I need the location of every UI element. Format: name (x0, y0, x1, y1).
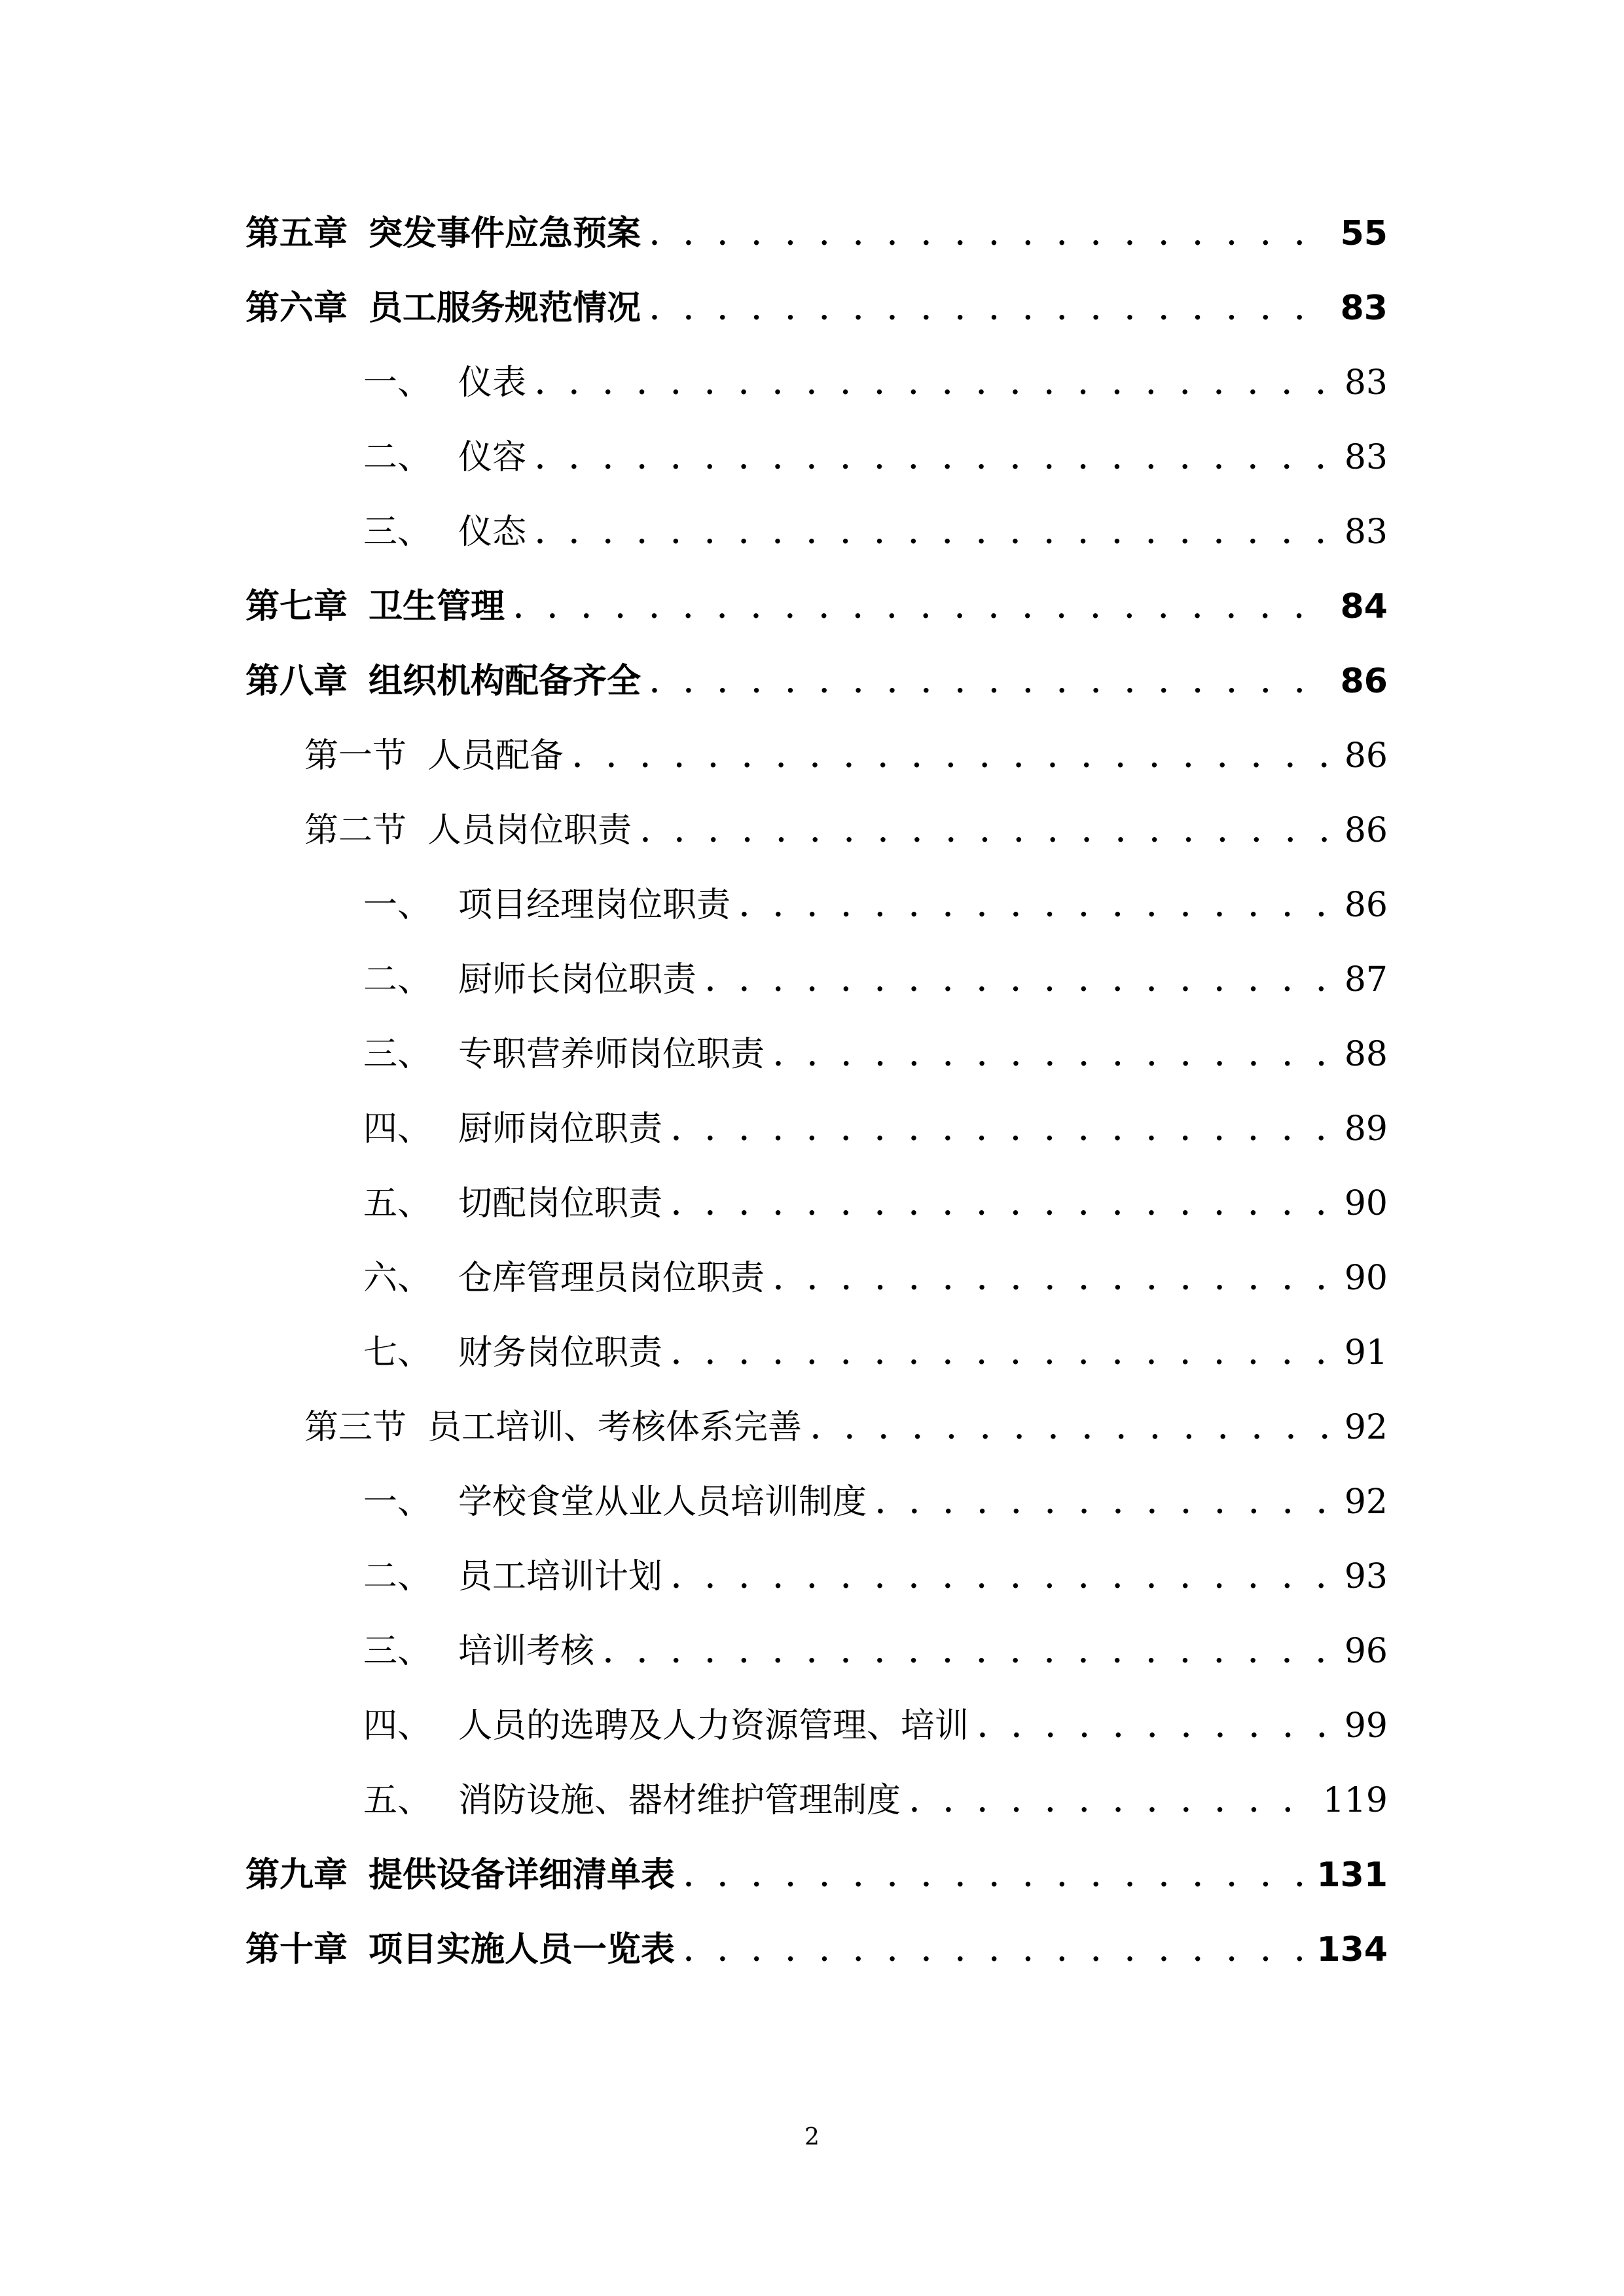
toc-entry-number: 七、 (363, 1333, 432, 1372)
toc-dot-leader (774, 1244, 1330, 1318)
toc-dot-leader (684, 1840, 1305, 1915)
toc-entry-number: 一、 (363, 363, 432, 403)
toc-entry-page: 96 (1344, 1632, 1388, 1671)
toc-entry-page: 119 (1322, 1781, 1388, 1820)
toc-entry-title: 学校食堂从业人员培训制度 (458, 1482, 867, 1522)
toc-entry[interactable] (245, 1316, 1388, 1390)
toc-entry-page: 83 (1344, 512, 1388, 552)
toc-entry-page: 83 (1344, 438, 1388, 477)
toc-dot-leader (650, 274, 1329, 348)
toc-dot-leader (672, 1318, 1330, 1393)
toc-dot-leader (910, 1766, 1311, 1840)
toc-entry[interactable] (245, 868, 1388, 942)
toc-entry[interactable] (245, 271, 1388, 346)
toc-entry-number: 四、 (363, 1109, 432, 1149)
toc-dot-leader (811, 1393, 1330, 1467)
toc-entry-title: 切配岗位职责 (458, 1184, 663, 1223)
toc-entry-title: 仓库管理员岗位职责 (458, 1259, 765, 1298)
toc-entry[interactable] (245, 719, 1388, 793)
toc-entry[interactable] (245, 644, 1388, 719)
toc-entry-number: 一、 (363, 1482, 432, 1522)
toc-entry-page: 55 (1340, 214, 1388, 253)
toc-entry-title: 提供设备详细清单表 (369, 1855, 676, 1895)
toc-entry-title: 员工培训计划 (458, 1557, 663, 1596)
toc-dot-leader (978, 1691, 1330, 1766)
toc-entry-title: 人员的选聘及人力资源管理、培训 (458, 1706, 969, 1746)
toc-entry-page: 92 (1344, 1482, 1388, 1522)
toc-entry-title: 员工培训、考核体系完善 (427, 1408, 803, 1447)
toc-entry[interactable] (245, 196, 1388, 271)
toc-entry-number: 五、 (363, 1184, 432, 1223)
toc-entry-page: 86 (1344, 886, 1388, 925)
toc-entry-title: 项目实施人员一览表 (369, 1929, 676, 1969)
toc-entry-title: 员工服务规范情况 (369, 288, 641, 328)
toc-entry-number: 四、 (363, 1706, 432, 1746)
toc-dot-leader (740, 870, 1330, 945)
toc-entry[interactable] (245, 942, 1388, 1017)
toc-entry-title: 人员岗位职责 (427, 811, 632, 850)
toc-entry-page: 84 (1340, 587, 1388, 626)
page-number: 2 (804, 2124, 820, 2151)
toc-entry[interactable] (245, 1390, 1388, 1465)
toc-entry-page: 91 (1344, 1333, 1388, 1372)
toc-entry-number: 第三节 (304, 1408, 407, 1447)
toc-dot-leader (535, 348, 1330, 423)
toc-entry-number: 第九章 (245, 1855, 348, 1895)
toc-entry-page: 90 (1344, 1184, 1388, 1223)
toc-dot-leader (672, 1094, 1330, 1169)
toc-entry[interactable] (245, 1689, 1388, 1763)
toc-entry-title: 组织机构配备齐全 (369, 661, 641, 701)
toc-entry-number: 三、 (363, 1035, 432, 1074)
toc-dot-leader (641, 796, 1330, 870)
toc-dot-leader (535, 497, 1330, 572)
toc-entry-page: 134 (1316, 1930, 1388, 1969)
toc-entry-page: 90 (1344, 1259, 1388, 1298)
toc-entry-number: 一、 (363, 886, 432, 925)
toc-entry[interactable] (245, 1465, 1388, 1539)
toc-dot-leader (706, 945, 1330, 1020)
toc-dot-leader (650, 647, 1329, 721)
toc-entry-page: 93 (1344, 1557, 1388, 1596)
toc-dot-leader (514, 572, 1329, 647)
toc-entry-number: 二、 (363, 438, 432, 477)
toc-entry-number: 第十章 (245, 1929, 348, 1969)
toc-entry-number: 六、 (363, 1259, 432, 1298)
toc-entry-title: 专职营养师岗位职责 (458, 1035, 765, 1074)
toc-entry-title: 仪表 (458, 363, 527, 403)
table-of-contents (245, 196, 1388, 1987)
toc-dot-leader (604, 1617, 1330, 1691)
toc-entry-number: 第二节 (304, 811, 407, 850)
toc-dot-leader (774, 1020, 1330, 1094)
toc-entry-page: 87 (1344, 960, 1388, 999)
toc-entry-number: 第八章 (245, 661, 348, 701)
toc-entry-page: 89 (1344, 1109, 1388, 1149)
toc-entry-page: 131 (1316, 1856, 1388, 1895)
toc-entry-title: 人员配备 (427, 736, 564, 776)
toc-entry[interactable] (245, 1017, 1388, 1092)
toc-entry-title: 项目经理岗位职责 (458, 886, 731, 925)
toc-entry[interactable] (245, 495, 1388, 569)
toc-dot-leader (672, 1169, 1330, 1244)
toc-entry[interactable] (245, 1092, 1388, 1166)
toc-entry-page: 88 (1344, 1035, 1388, 1074)
toc-entry-number: 二、 (363, 960, 432, 999)
toc-entry-number: 第七章 (245, 586, 348, 626)
toc-entry-title: 厨师岗位职责 (458, 1109, 663, 1149)
toc-dot-leader (535, 423, 1330, 497)
toc-entry-title: 仪容 (458, 438, 527, 477)
toc-dot-leader (573, 721, 1330, 796)
toc-entry[interactable] (245, 1166, 1388, 1241)
toc-dot-leader (672, 1542, 1330, 1617)
toc-entry-number: 二、 (363, 1557, 432, 1596)
toc-entry-page: 86 (1340, 662, 1388, 701)
toc-dot-leader (876, 1467, 1330, 1542)
toc-entry-title: 培训考核 (458, 1632, 595, 1671)
toc-entry[interactable] (245, 1614, 1388, 1689)
toc-entry[interactable] (245, 1539, 1388, 1614)
toc-entry-page: 83 (1340, 289, 1388, 328)
toc-entry-number: 三、 (363, 512, 432, 552)
toc-entry-title: 仪态 (458, 512, 527, 552)
toc-entry-page: 92 (1344, 1408, 1388, 1447)
toc-entry-title: 突发事件应急预案 (369, 213, 641, 253)
toc-entry[interactable] (245, 1241, 1388, 1316)
toc-entry-number: 第六章 (245, 288, 348, 328)
toc-entry[interactable] (245, 346, 1388, 420)
toc-entry-page: 99 (1344, 1706, 1388, 1746)
toc-entry[interactable] (245, 420, 1388, 495)
toc-entry-title: 卫生管理 (369, 586, 505, 626)
toc-entry-page: 86 (1344, 736, 1388, 776)
toc-entry-number: 五、 (363, 1781, 432, 1820)
toc-dot-leader (650, 199, 1329, 274)
toc-entry-number: 第一节 (304, 736, 407, 776)
toc-entry-title: 消防设施、器材维护管理制度 (458, 1781, 901, 1820)
toc-entry[interactable] (245, 569, 1388, 644)
toc-entry-number: 第五章 (245, 213, 348, 253)
toc-entry-page: 83 (1344, 363, 1388, 403)
toc-entry[interactable] (245, 1763, 1388, 1838)
toc-entry-title: 财务岗位职责 (458, 1333, 663, 1372)
toc-entry-number: 三、 (363, 1632, 432, 1671)
toc-dot-leader (684, 1915, 1305, 1990)
toc-entry-page: 86 (1344, 811, 1388, 850)
toc-entry-title: 厨师长岗位职责 (458, 960, 697, 999)
toc-entry[interactable] (245, 1912, 1388, 1987)
toc-entry[interactable] (245, 793, 1388, 868)
toc-entry[interactable] (245, 1838, 1388, 1912)
